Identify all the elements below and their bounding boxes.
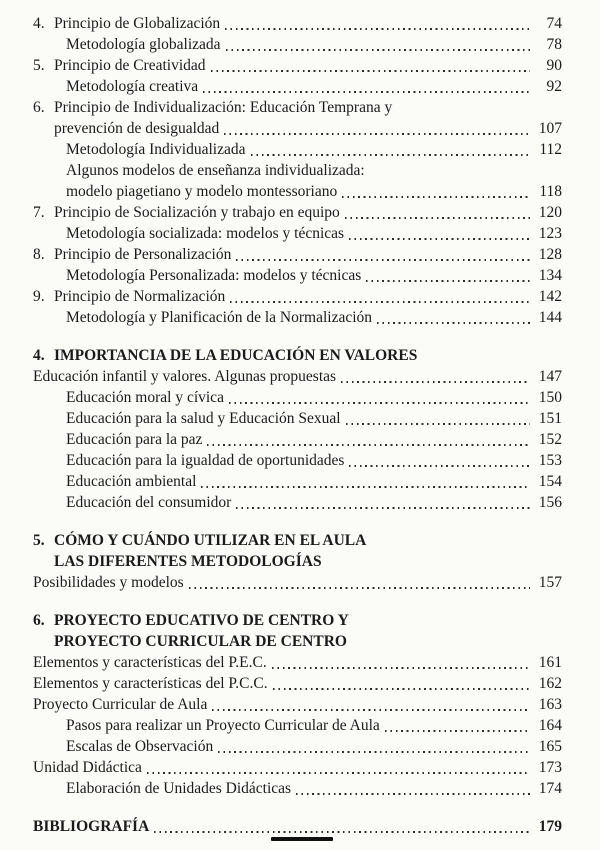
dot-leader — [218, 751, 530, 753]
dot-leader — [346, 423, 530, 425]
entry-title: PROYECTO CURRICULAR DE CENTRO — [54, 633, 347, 650]
toc-line — [33, 345, 562, 366]
toc-line — [33, 97, 562, 118]
entry-number: 7. — [33, 204, 45, 221]
dot-leader — [385, 730, 530, 732]
toc-line — [66, 429, 562, 450]
toc-entry — [33, 366, 562, 387]
toc-line — [33, 572, 562, 593]
entry-title: Educación para la salud y Educación Sexual — [66, 410, 341, 427]
entry-title: modelo piagetiano y modelo montessoriano — [66, 183, 338, 200]
page-number: 147 — [538, 368, 562, 385]
page-number: 92 — [546, 78, 562, 95]
toc-line — [33, 652, 562, 673]
toc-entry — [33, 736, 562, 757]
toc-entry — [33, 97, 562, 139]
toc-line — [66, 408, 562, 429]
toc-entry — [33, 34, 562, 55]
toc-line — [66, 736, 562, 757]
toc-entry — [33, 652, 562, 673]
page-number: 112 — [539, 141, 562, 158]
toc-line — [66, 34, 562, 55]
entry-title: Principio de Globalización — [54, 15, 221, 32]
dot-leader — [349, 238, 530, 240]
toc-line — [66, 139, 562, 160]
entry-title: Metodología socializada: modelos y técnicas — [66, 225, 345, 242]
entry-number: 6. — [33, 612, 45, 629]
page-number: 157 — [538, 574, 562, 591]
toc-line — [33, 366, 562, 387]
page-number: 128 — [538, 246, 562, 263]
page-number: 156 — [538, 494, 562, 511]
dot-leader — [189, 587, 530, 589]
toc-entry — [33, 223, 562, 244]
entry-title: Principio de Personalización — [54, 246, 232, 263]
entry-title: Elementos y características del P.E.C. — [33, 654, 267, 671]
page-number: 154 — [538, 473, 562, 490]
toc-line — [33, 55, 562, 76]
page-number: 151 — [538, 410, 562, 427]
toc-entry — [33, 450, 562, 471]
entry-number: 9. — [33, 288, 45, 305]
dot-leader — [207, 444, 530, 446]
dot-leader — [366, 280, 530, 282]
toc-entry — [33, 408, 562, 429]
toc-line — [66, 715, 562, 736]
page-number: 153 — [538, 452, 562, 469]
toc-line — [66, 76, 562, 97]
toc-line — [33, 530, 562, 551]
page-number: 120 — [538, 204, 562, 221]
dot-leader — [236, 259, 530, 261]
toc-entry — [33, 673, 562, 694]
entry-number: 6. — [33, 99, 45, 116]
entry-title: CÓMO Y CUÁNDO UTILIZAR EN EL AULA — [54, 532, 367, 549]
page-number: 90 — [546, 57, 562, 74]
entry-title: IMPORTANCIA DE LA EDUCACIÓN EN VALORES — [54, 347, 418, 364]
entry-title: Metodología globalizada — [66, 36, 221, 53]
toc-entry — [33, 307, 562, 328]
toc-line — [66, 223, 562, 244]
entry-title: Metodología creativa — [66, 78, 199, 95]
entry-title: LAS DIFERENTES METODOLOGÍAS — [54, 553, 322, 570]
toc-entry — [33, 387, 562, 408]
toc-line — [66, 450, 562, 471]
entry-number: 4. — [33, 347, 45, 364]
entry-number: 4. — [33, 15, 45, 32]
entry-title: Educación infantil y valores. Algunas propuestas — [33, 368, 337, 385]
toc-line — [33, 757, 562, 778]
dot-leader — [203, 91, 530, 93]
toc-line — [66, 181, 562, 202]
toc-line — [33, 673, 562, 694]
page-number: 150 — [538, 389, 562, 406]
entry-title: Posibilidades y modelos — [33, 574, 184, 591]
dot-leader — [273, 688, 530, 690]
dot-leader — [147, 772, 530, 774]
toc-entry — [33, 265, 562, 286]
toc-line — [66, 778, 562, 799]
entry-title: Unidad Didáctica — [33, 759, 142, 776]
toc-line — [33, 631, 562, 652]
dot-leader — [212, 709, 530, 711]
entry-title: Educación para la igualdad de oportunidades — [66, 452, 345, 469]
toc-heading — [33, 345, 562, 366]
dot-leader — [296, 793, 530, 795]
entry-title: Metodología Individualizada — [66, 141, 246, 158]
entry-title: Elaboración de Unidades Didácticas — [66, 780, 292, 797]
page-number: 107 — [538, 120, 562, 137]
page-number: 144 — [538, 309, 562, 326]
page-number: 142 — [538, 288, 562, 305]
toc-heading — [33, 816, 562, 837]
toc-entry — [33, 55, 562, 76]
page-number: 165 — [538, 738, 562, 755]
toc-line — [33, 694, 562, 715]
toc-entry — [33, 160, 562, 202]
toc-line — [33, 610, 562, 631]
entry-title: Educación para la paz — [66, 431, 203, 448]
toc-entry — [33, 202, 562, 223]
toc-entry — [33, 13, 562, 34]
entry-title: Principio de Normalización — [54, 288, 226, 305]
dot-leader — [226, 49, 530, 51]
toc-entry — [33, 715, 562, 736]
entry-title: Algunos modelos de enseñanza individualizada: — [66, 162, 365, 179]
page-number: 161 — [538, 654, 562, 671]
dot-leader — [211, 70, 530, 72]
page-number: 174 — [538, 780, 562, 797]
entry-title: Principio de Socialización y trabajo en equipo — [54, 204, 340, 221]
dot-leader — [229, 402, 530, 404]
toc-line — [66, 492, 562, 513]
toc-line — [33, 202, 562, 223]
entry-title: BIBLIOGRAFÍA — [33, 818, 150, 835]
toc-line — [66, 265, 562, 286]
page-number: 134 — [538, 267, 562, 284]
entry-title: PROYECTO EDUCATIVO DE CENTRO Y — [54, 612, 349, 629]
page-number: 152 — [538, 431, 562, 448]
toc-entry — [33, 572, 562, 593]
entry-title: Metodología y Planificación de la Normalización — [66, 309, 373, 326]
entry-title: Pasos para realizar un Proyecto Curricular de Aula — [66, 717, 380, 734]
dot-leader — [224, 133, 530, 135]
dot-leader — [341, 381, 530, 383]
toc-line — [33, 13, 562, 34]
entry-title: Elementos y características del P.C.C. — [33, 675, 268, 692]
page-number: 74 — [546, 15, 562, 32]
toc-entry — [33, 778, 562, 799]
dot-leader — [154, 831, 530, 833]
entry-title: Metodología Personalizada: modelos y técnicas — [66, 267, 362, 284]
page-number: 163 — [538, 696, 562, 713]
entry-title: Educación del consumidor — [66, 494, 232, 511]
entry-title: Escalas de Observación — [66, 738, 214, 755]
dot-leader — [342, 196, 530, 198]
page-number: 164 — [538, 717, 562, 734]
entry-title: Educación ambiental — [66, 473, 197, 490]
page-number: 78 — [546, 36, 562, 53]
toc-line — [33, 244, 562, 265]
entry-title: prevención de desigualdad — [54, 120, 220, 137]
toc-entry — [33, 429, 562, 450]
entry-title: Principio de Creatividad — [54, 57, 206, 74]
dot-leader — [251, 154, 531, 156]
toc-line — [66, 307, 562, 328]
entry-title: Principio de Individualización: Educación Temprana y — [54, 99, 393, 116]
toc-line — [66, 160, 562, 181]
dot-leader — [349, 465, 530, 467]
entry-number: 8. — [33, 246, 45, 263]
toc-entry — [33, 757, 562, 778]
dot-leader — [201, 486, 530, 488]
dot-leader — [345, 217, 530, 219]
page-number: 179 — [538, 818, 562, 835]
toc-heading — [33, 530, 562, 572]
toc-entry — [33, 244, 562, 265]
toc-entry — [33, 76, 562, 97]
page-number: 123 — [538, 225, 562, 242]
dot-leader — [225, 28, 530, 30]
dot-leader — [236, 507, 530, 509]
toc-entry — [33, 694, 562, 715]
toc-line — [66, 387, 562, 408]
dot-leader — [377, 322, 530, 324]
toc-entry — [33, 139, 562, 160]
entry-number: 5. — [33, 57, 45, 74]
page-number: 173 — [538, 759, 562, 776]
page-number: 118 — [539, 183, 562, 200]
toc-line — [33, 551, 562, 572]
entry-title: Proyecto Curricular de Aula — [33, 696, 208, 713]
toc-entry — [33, 492, 562, 513]
toc-entry — [33, 471, 562, 492]
entry-title: Educación moral y cívica — [66, 389, 224, 406]
toc-line — [33, 286, 562, 307]
page-number: 162 — [538, 675, 562, 692]
scan-artifact-mark — [271, 837, 333, 841]
toc-heading — [33, 610, 562, 652]
toc-line — [66, 471, 562, 492]
dot-leader — [272, 667, 530, 669]
toc-entry — [33, 286, 562, 307]
entry-number: 5. — [33, 532, 45, 549]
toc-line — [33, 816, 562, 837]
toc-line — [33, 118, 562, 139]
dot-leader — [230, 301, 530, 303]
